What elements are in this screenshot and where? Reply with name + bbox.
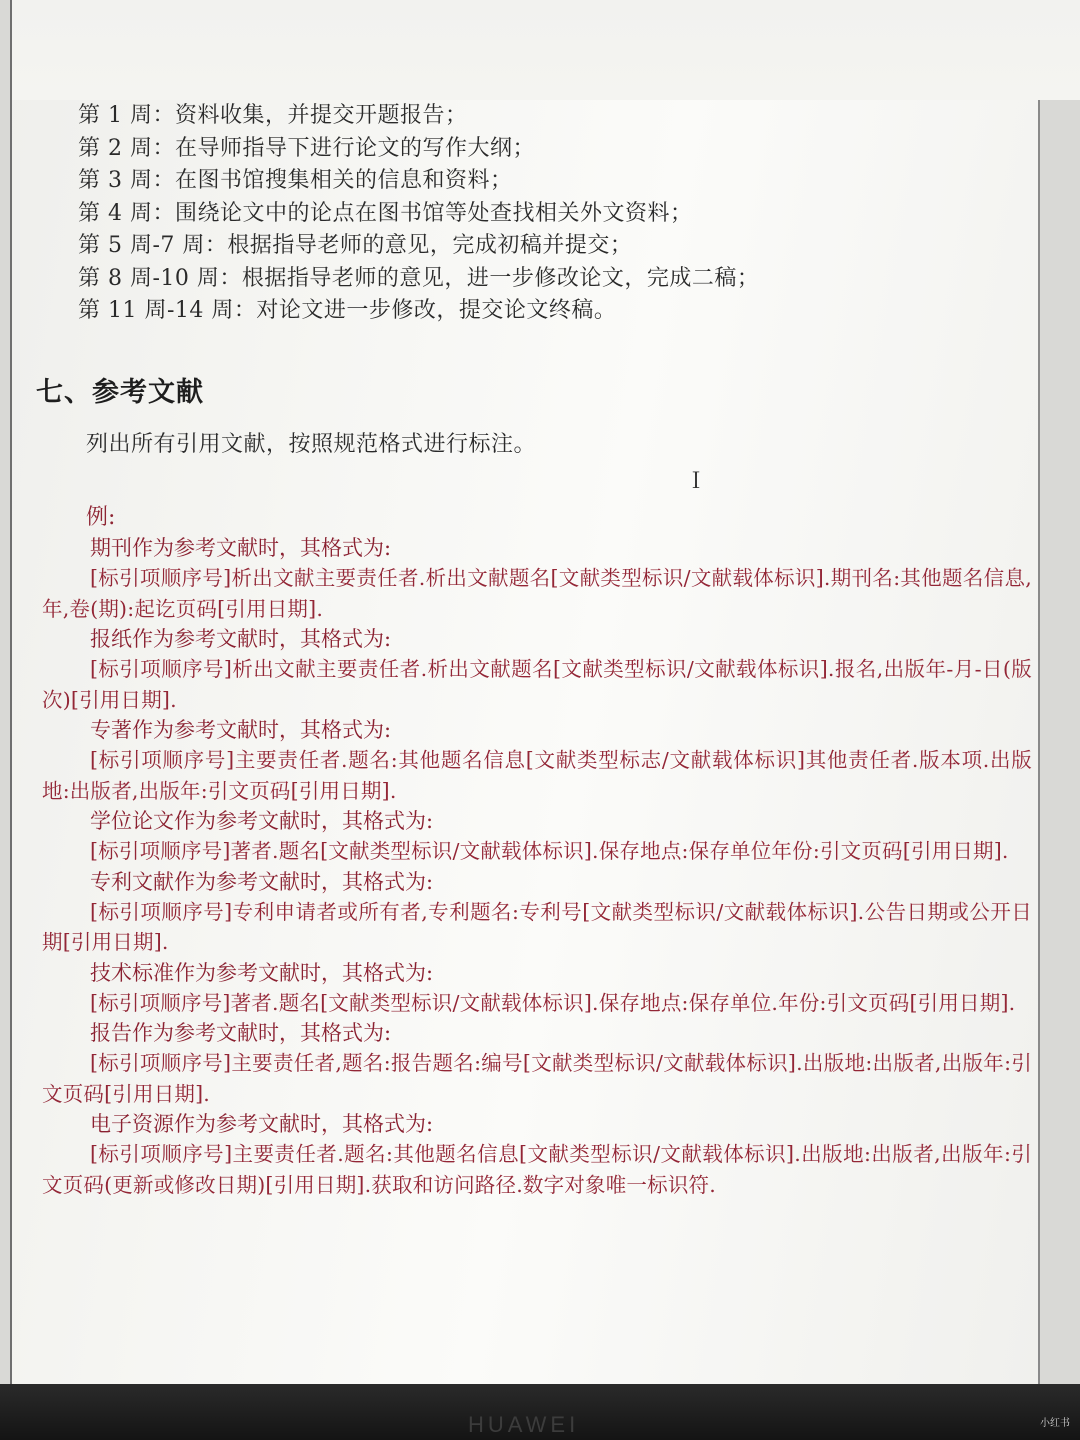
watermark: 小红书 [1040,1418,1070,1429]
format-title: 期刊作为参考文献时，其格式为: [90,536,392,560]
schedule-line: 第 4 周：围绕论文中的论点在图书馆等处查找相关外文资料； [78,200,693,226]
format-title: 电子资源作为参考文献时，其格式为: [90,1112,434,1136]
format-body[interactable]: [标引项顺序号]著者.题名[文献类型标识/文献载体标识].保存地点:保存单位年份:引文页码[引用日期]. [90,839,1009,863]
format-title: 专利文献作为参考文献时，其格式为: [90,869,434,894]
format-title: 技术标准作为参考文献时，其格式为: [90,960,434,985]
format-body[interactable]: [标引项顺序号]主要责任者,题名:报告题名:编号[文献类型标识/文献载体标识].出版地:出版者,出版年:引文页码[引用日期]. [42,1051,1032,1106]
example-block [42,503,1032,1200]
format-title: 学位论文作为参考文献时，其格式为: [90,809,434,833]
monitor-brand-logo: HUAWEI [468,1412,580,1437]
format-body[interactable]: [标引项顺序号]著者.题名[文献类型标识/文献载体标识].保存地点:保存单位.年份:引文页码[引用日期]. [90,990,1016,1015]
schedule-line: 第 8 周-10 周：根据指导老师的意见，进一步修改论文，完成二稿； [78,265,760,291]
schedule-line: 第 1 周：资料收集，并提交开题报告； [78,103,468,128]
format-title: 报纸作为参考文献时，其格式为: [90,627,392,651]
schedule-line: 第 5 周-7 周：根据指导老师的意见，完成初稿并提交； [78,233,633,258]
page-top-area [12,0,1080,100]
example-label: 例: [86,505,116,530]
section-heading: 七、参考文献 [36,377,204,408]
format-body[interactable]: [标引项顺序号]主要责任者.题名:其他题名信息[文献类型标志/文献载体标识]其他责任者.版本项.出版地:出版者,出版年:引文页码[引用日期]. [42,748,1032,803]
section-intro: 列出所有引用文献，按照规范格式进行标注。 [86,432,537,457]
format-body[interactable]: [标引项顺序号]专利申请者或所有者,专利题名:专利号[文献类型标识/文献载体标识].公告日期或公开日期[引用日期]. [42,899,1032,954]
format-body[interactable]: [标引项顺序号]析出文献主要责任者.析出文献题名[文献类型标识/文献载体标识].报名,出版年-月-日(版次)[引用日期]. [42,657,1032,712]
format-body[interactable]: [标引项顺序号]主要责任者.题名:其他题名信息[文献类型标识/文献载体标识].出版地:出版者,出版年:引文页码(更新或修改日期)[引用日期].获取和访问路径.数字对象唯一标识符. [42,1142,1032,1197]
schedule-line: 第 3 周：在图书馆搜集相关的信息和资料； [78,168,513,193]
schedule-line: 第 11 周-14 周：对论文进一步修改，提交论文终稿。 [78,298,617,323]
schedule-list [78,100,759,328]
format-body[interactable]: [标引项顺序号]析出文献主要责任者.析出文献题名[文献类型标识/文献载体标识].期刊名:其他题名信息,年,卷(期):起讫页码[引用日期]. [42,566,1032,621]
text-cursor-icon: Ｉ [685,469,708,494]
format-title: 报告作为参考文献时，其格式为: [90,1021,392,1045]
schedule-line: 第 2 周：在导师指导下进行论文的写作大纲； [78,135,535,161]
format-title: 专著作为参考文献时，其格式为: [90,718,392,742]
